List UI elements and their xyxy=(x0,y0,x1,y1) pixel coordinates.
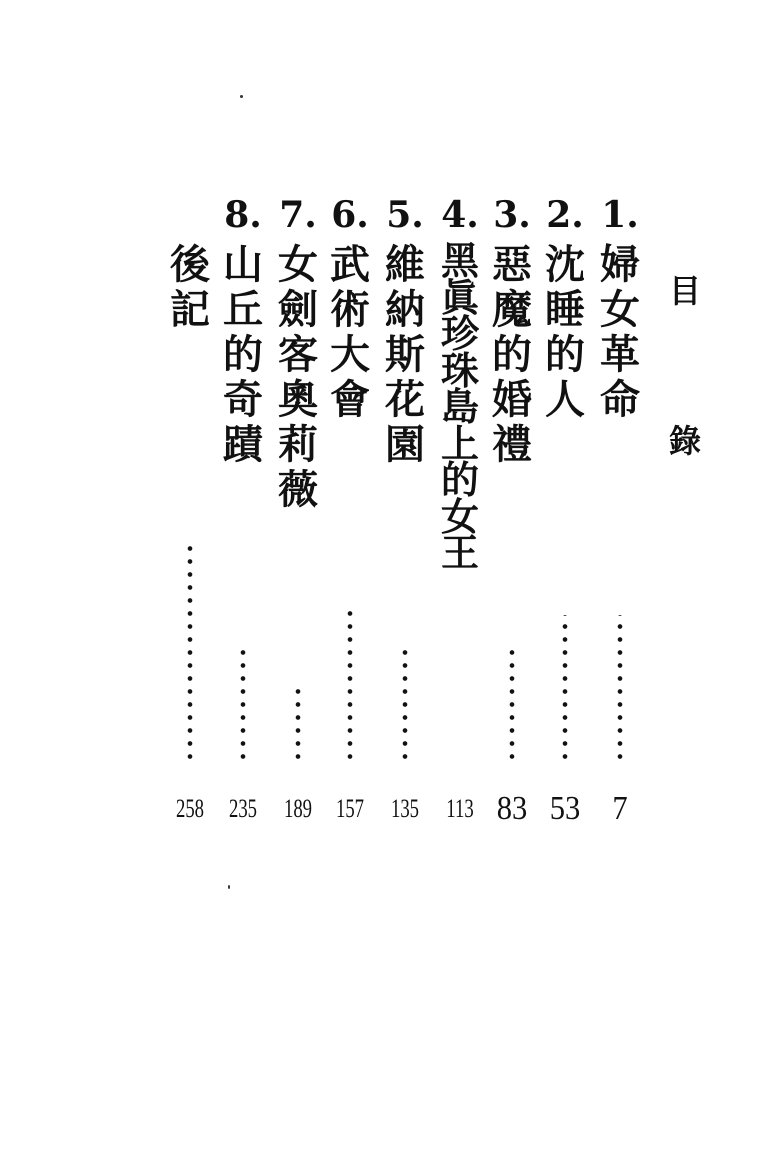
toc-heading-char-1: 目 xyxy=(668,272,701,310)
scan-speck xyxy=(240,95,243,98)
entry-page-number: 7 xyxy=(612,790,628,827)
entry-page-number: 135 xyxy=(390,794,420,823)
dot-leader xyxy=(295,683,301,763)
entry-number: 4. xyxy=(441,194,479,236)
entry-title: 惡魔的婚禮 xyxy=(492,242,532,468)
entry-number: 6. xyxy=(331,194,369,236)
entry-number: 8. xyxy=(224,194,262,236)
dot-leader xyxy=(240,648,246,763)
entry-number: 1. xyxy=(601,194,639,236)
entry-title: 沈睡的人 xyxy=(545,242,585,423)
entry-number: 2. xyxy=(546,194,584,236)
toc-entry-1[interactable] xyxy=(590,195,650,825)
entry-title: 女劍客奧莉薇 xyxy=(278,242,318,513)
entry-page-number: 189 xyxy=(283,794,313,823)
toc-entry-6[interactable] xyxy=(320,195,380,825)
toc-entry-7[interactable] xyxy=(268,195,328,825)
toc-entry-3[interactable] xyxy=(482,195,542,825)
entry-page-number: 258 xyxy=(175,794,205,823)
entry-page-number: 235 xyxy=(228,794,258,823)
entry-title: 後記 xyxy=(170,242,210,333)
entry-title: 維納斯花園 xyxy=(385,242,425,468)
dot-leader xyxy=(509,648,515,763)
entry-number: 7. xyxy=(279,194,317,236)
entry-page-number: 157 xyxy=(335,794,365,823)
entry-title: 山丘的奇蹟 xyxy=(223,242,263,468)
entry-title: 婦女革命 xyxy=(600,242,640,423)
toc-heading-char-2: 錄 xyxy=(668,422,701,460)
dot-leader xyxy=(347,607,353,763)
dot-leader xyxy=(562,615,568,763)
entry-page-number: 83 xyxy=(496,790,528,827)
entry-title: 黑眞珍珠島上的女王 xyxy=(440,239,479,575)
entry-title: 武術大會 xyxy=(330,242,370,423)
toc-entry-5[interactable] xyxy=(375,195,435,825)
toc-entry-afterword[interactable] xyxy=(160,195,220,825)
toc-entry-4[interactable] xyxy=(430,195,490,825)
scan-speck xyxy=(228,885,230,889)
entry-number: 5. xyxy=(386,194,424,236)
dot-leader xyxy=(402,648,408,763)
dot-leader xyxy=(187,540,193,763)
entry-number: 3. xyxy=(493,194,531,236)
entry-page-number: 113 xyxy=(446,794,474,823)
toc-entry-8[interactable] xyxy=(213,195,273,825)
entry-page-number: 53 xyxy=(549,790,581,827)
dot-leader xyxy=(617,615,623,763)
toc-heading xyxy=(660,272,710,475)
toc-entry-2[interactable] xyxy=(535,195,595,825)
